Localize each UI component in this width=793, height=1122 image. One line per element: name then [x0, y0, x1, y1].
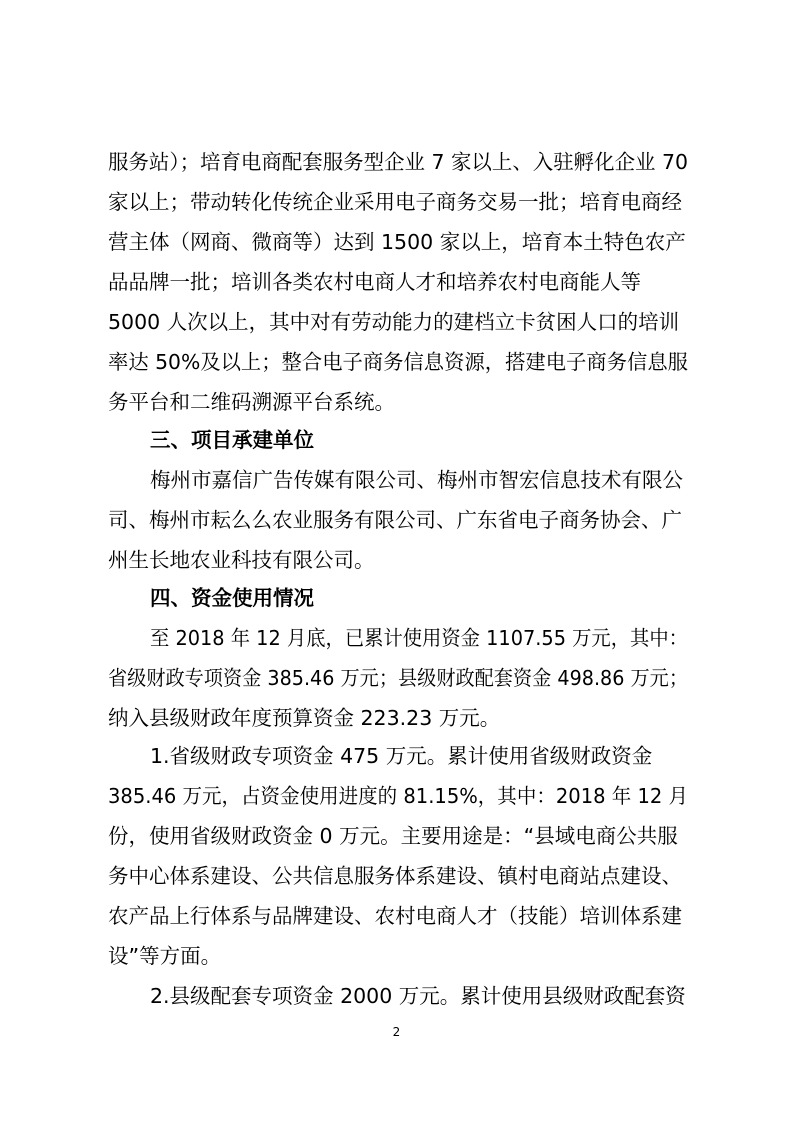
text-line: 营主体（网商、微商等）达到 1500 家以上，培育本土特色农产: [108, 230, 686, 254]
text-line: 司、梅州市耘么么农业服务有限公司、广东省电子商务协会、广: [108, 508, 682, 532]
text-line: 州生长地农业科技有限公司。: [108, 548, 375, 572]
text-line: 梅州市嘉信广告传媒有限公司、梅州市智宏信息技术有限公: [150, 468, 683, 492]
text-line: 率达 50%及以上；整合电子商务信息资源，搭建电子商务信息服: [108, 350, 688, 374]
text-line: 务中心体系建设、公共信息服务体系建设、镇村电商站点建设、: [108, 864, 682, 888]
text-line: 服务站）；培育电商配套服务型企业 7 家以上、入驻孵化企业 70: [108, 150, 688, 174]
text-line: 2.县级配套专项资金 2000 万元。累计使用县级财政配套资: [150, 984, 686, 1008]
text-line: 省级财政专项资金 385.46 万元；县级财政配套资金 498.86 万元；: [108, 666, 688, 690]
section-heading: 四、资金使用情况: [150, 586, 314, 610]
section-heading: 三、项目承建单位: [150, 428, 314, 452]
text-line: 家以上；带动转化传统企业采用电子商务交易一批；培育电商经: [108, 190, 682, 214]
text-line: 设”等方面。: [108, 944, 222, 968]
text-line: 份，使用省级财政资金 0 万元。主要用途是：“县域电商公共服: [108, 824, 678, 848]
text-line: 务平台和二维码溯源平台系统。: [108, 390, 395, 414]
page-number: 2: [392, 1025, 401, 1039]
text-line: 纳入县级财政年度预算资金 223.23 万元。: [108, 706, 501, 730]
text-line: 农产品上行体系与品牌建设、农村电商人才（技能）培训体系建: [108, 904, 682, 928]
text-line: 1.省级财政专项资金 475 万元。累计使用省级财政资金: [150, 744, 653, 768]
text-line: 品品牌一批；培训各类农村电商人才和培养农村电商能人等: [108, 270, 641, 294]
text-line: 385.46 万元，占资金使用进度的 81.15%，其中：2018 年 12 月: [108, 784, 688, 808]
text-line: 5000 人次以上，其中对有劳动能力的建档立卡贫困人口的培训: [108, 310, 680, 334]
text-line: 至 2018 年 12 月底，已累计使用资金 1107.55 万元，其中：: [150, 626, 688, 650]
